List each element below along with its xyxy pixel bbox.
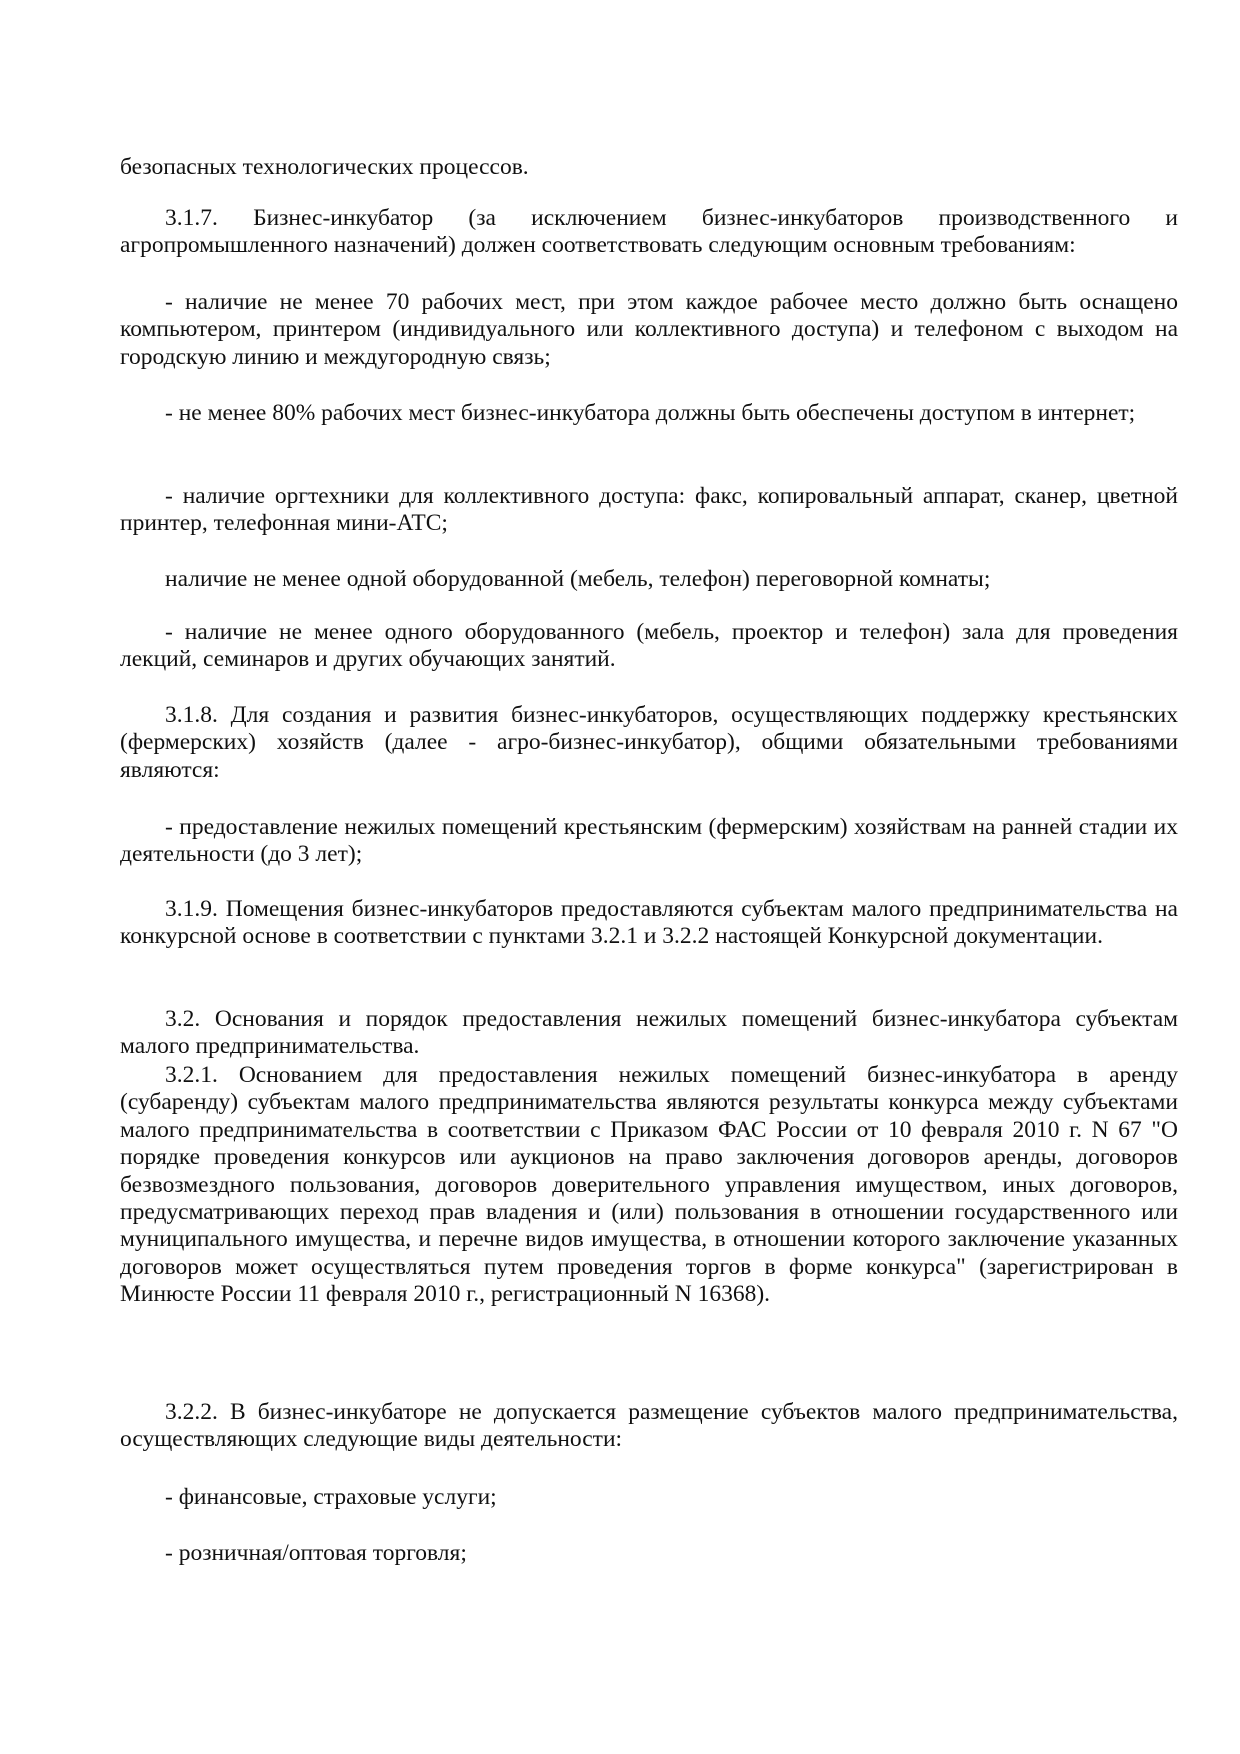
list-item-workplaces: - наличие не менее 70 рабочих мест, при этом каждое рабочее место должно быть оснащено компьютером, принтером (индивидуального или коллективного доступа) и телефоном с выходом на городскую линию и междугородную связь; (120, 289, 1178, 370)
list-item-trade: - розничная/оптовая торговля; (165, 1540, 467, 1566)
list-item-internet: - не менее 80% рабочих мест бизнес-инкубатора должны быть обеспечены доступом в интернет; (165, 400, 1136, 426)
list-item-lecture-hall: - наличие не менее одного оборудованного (мебель, проектор и телефон) зала для проведения лекций, семинаров и других обучающих занятий. (120, 619, 1178, 673)
paragraph-3-2-1: 3.2.1. Основанием для предоставления нежилых помещений бизнес-инкубатора в аренду (субаренду) субъектам малого предпринимательства являются результаты конкурса между субъектами малого предпринимательства в соответствии с Приказом ФАС России от 10 февраля 2010 г. N 67 "О порядке проведения конкурсов или аукционов на право заключения договоров аренды, договоров безвозмездного пользования, договоров доверительного управления имуществом, иных договоров, предусматривающих переход прав владения и (или) пользования в отношении государственного или муниципального имущества, и перечне видов имущества, в отношении которого заключение указанных договоров может осуществляться путем проведения торгов в форме конкурса" (зарегистрирован в Минюсте России 11 февраля 2010 г., регистрационный N 16368). (120, 1062, 1178, 1308)
list-item-meeting-room: наличие не менее одной оборудованной (мебель, телефон) переговорной комнаты; (165, 566, 991, 592)
paragraph-continuation: безопасных технологических процессов. (120, 154, 529, 180)
list-item-financial: - финансовые, страховые услуги; (165, 1484, 497, 1510)
paragraph-3-1-7: 3.1.7. Бизнес-инкубатор (за исключением бизнес-инкубаторов производственного и агропромышленного назначений) должен соответствовать следующим основным требованиям: (120, 205, 1178, 259)
paragraph-3-2-2: 3.2.2. В бизнес-инкубаторе не допускается размещение субъектов малого предпринимательства, осуществляющих следующие виды деятельности: (120, 1399, 1178, 1453)
paragraph-3-2: 3.2. Основания и порядок предоставления нежилых помещений бизнес-инкубатора субъектам малого предпринимательства. (120, 1006, 1178, 1060)
paragraph-3-1-8: 3.1.8. Для создания и развития бизнес-инкубаторов, осуществляющих поддержку крестьянских (фермерских) хозяйств (далее - агро-бизнес-инкубатор), общими обязательными требованиями являются: (120, 702, 1178, 783)
paragraph-3-1-9: 3.1.9. Помещения бизнес-инкубаторов предоставляются субъектам малого предпринимательства на конкурсной основе в соответствии с пунктами 3.2.1 и 3.2.2 настоящей Конкурсной документации. (120, 896, 1178, 950)
list-item-premises: - предоставление нежилых помещений крестьянским (фермерским) хозяйствам на ранней стадии их деятельности (до 3 лет); (120, 814, 1178, 868)
list-item-office-equipment: - наличие оргтехники для коллективного доступа: факс, копировальный аппарат, сканер, цветной принтер, телефонная мини-АТС; (120, 483, 1178, 537)
